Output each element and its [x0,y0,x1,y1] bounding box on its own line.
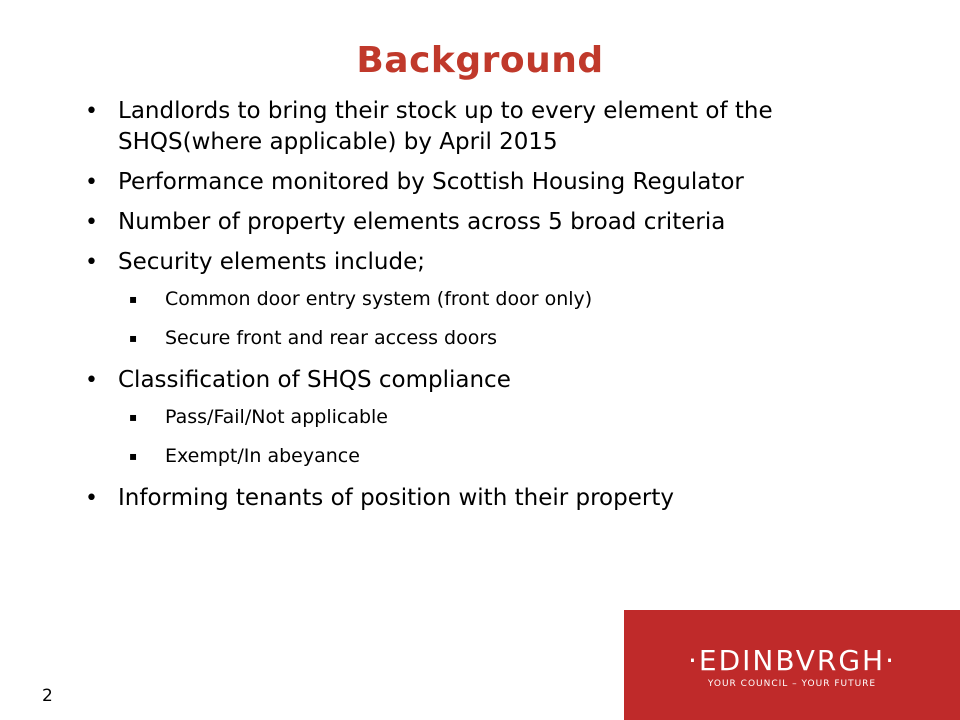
bullet-item [85,365,885,396]
square-bullet-marker: ▪ [129,449,138,463]
bullet-item [85,483,885,514]
square-bullet-marker: ▪ [129,331,138,345]
sub-bullet-text: Pass/Fail/Not applicable [165,406,388,428]
bullet-marker: • [85,170,98,195]
bullet-text: Performance monitored by Scottish Housing Regulator [118,169,744,195]
edinburgh-council-logo [624,610,960,720]
logo-tagline: YOUR COUNCIL – YOUR FUTURE [707,679,877,689]
bullet-marker: • [85,99,98,124]
sub-bullet-item [85,444,885,469]
bullet-list [85,96,885,523]
sub-bullet-item [85,287,885,312]
sub-bullet-item [85,405,885,430]
page-number: 2 [42,686,53,706]
bullet-text: Landlords to bring their stock up to every element of the SHQS(where applicable) by April 2015 [118,98,773,155]
bullet-item [85,167,885,198]
bullet-marker: • [85,210,98,235]
square-bullet-marker: ▪ [129,292,138,306]
sub-bullet-text: Common door entry system (front door only) [165,288,593,310]
sub-bullet-text: Secure front and rear access doors [165,327,498,349]
bullet-marker: • [85,486,98,511]
bullet-text: Security elements include; [118,249,425,275]
bullet-text: Number of property elements across 5 broad criteria [118,209,726,235]
sub-bullet-item [85,326,885,351]
logo-wordmark: ·EDINBVRGH· [688,644,896,677]
bullet-item [85,96,885,158]
sub-bullet-text: Exempt/In abeyance [165,445,360,467]
bullet-marker: • [85,368,98,393]
square-bullet-marker: ▪ [129,410,138,424]
bullet-marker: • [85,250,98,275]
bullet-text: Classification of SHQS compliance [118,367,511,393]
slide-title: Background [356,40,604,81]
bullet-text: Informing tenants of position with their property [118,485,674,511]
bullet-item [85,247,885,278]
bullet-item [85,207,885,238]
